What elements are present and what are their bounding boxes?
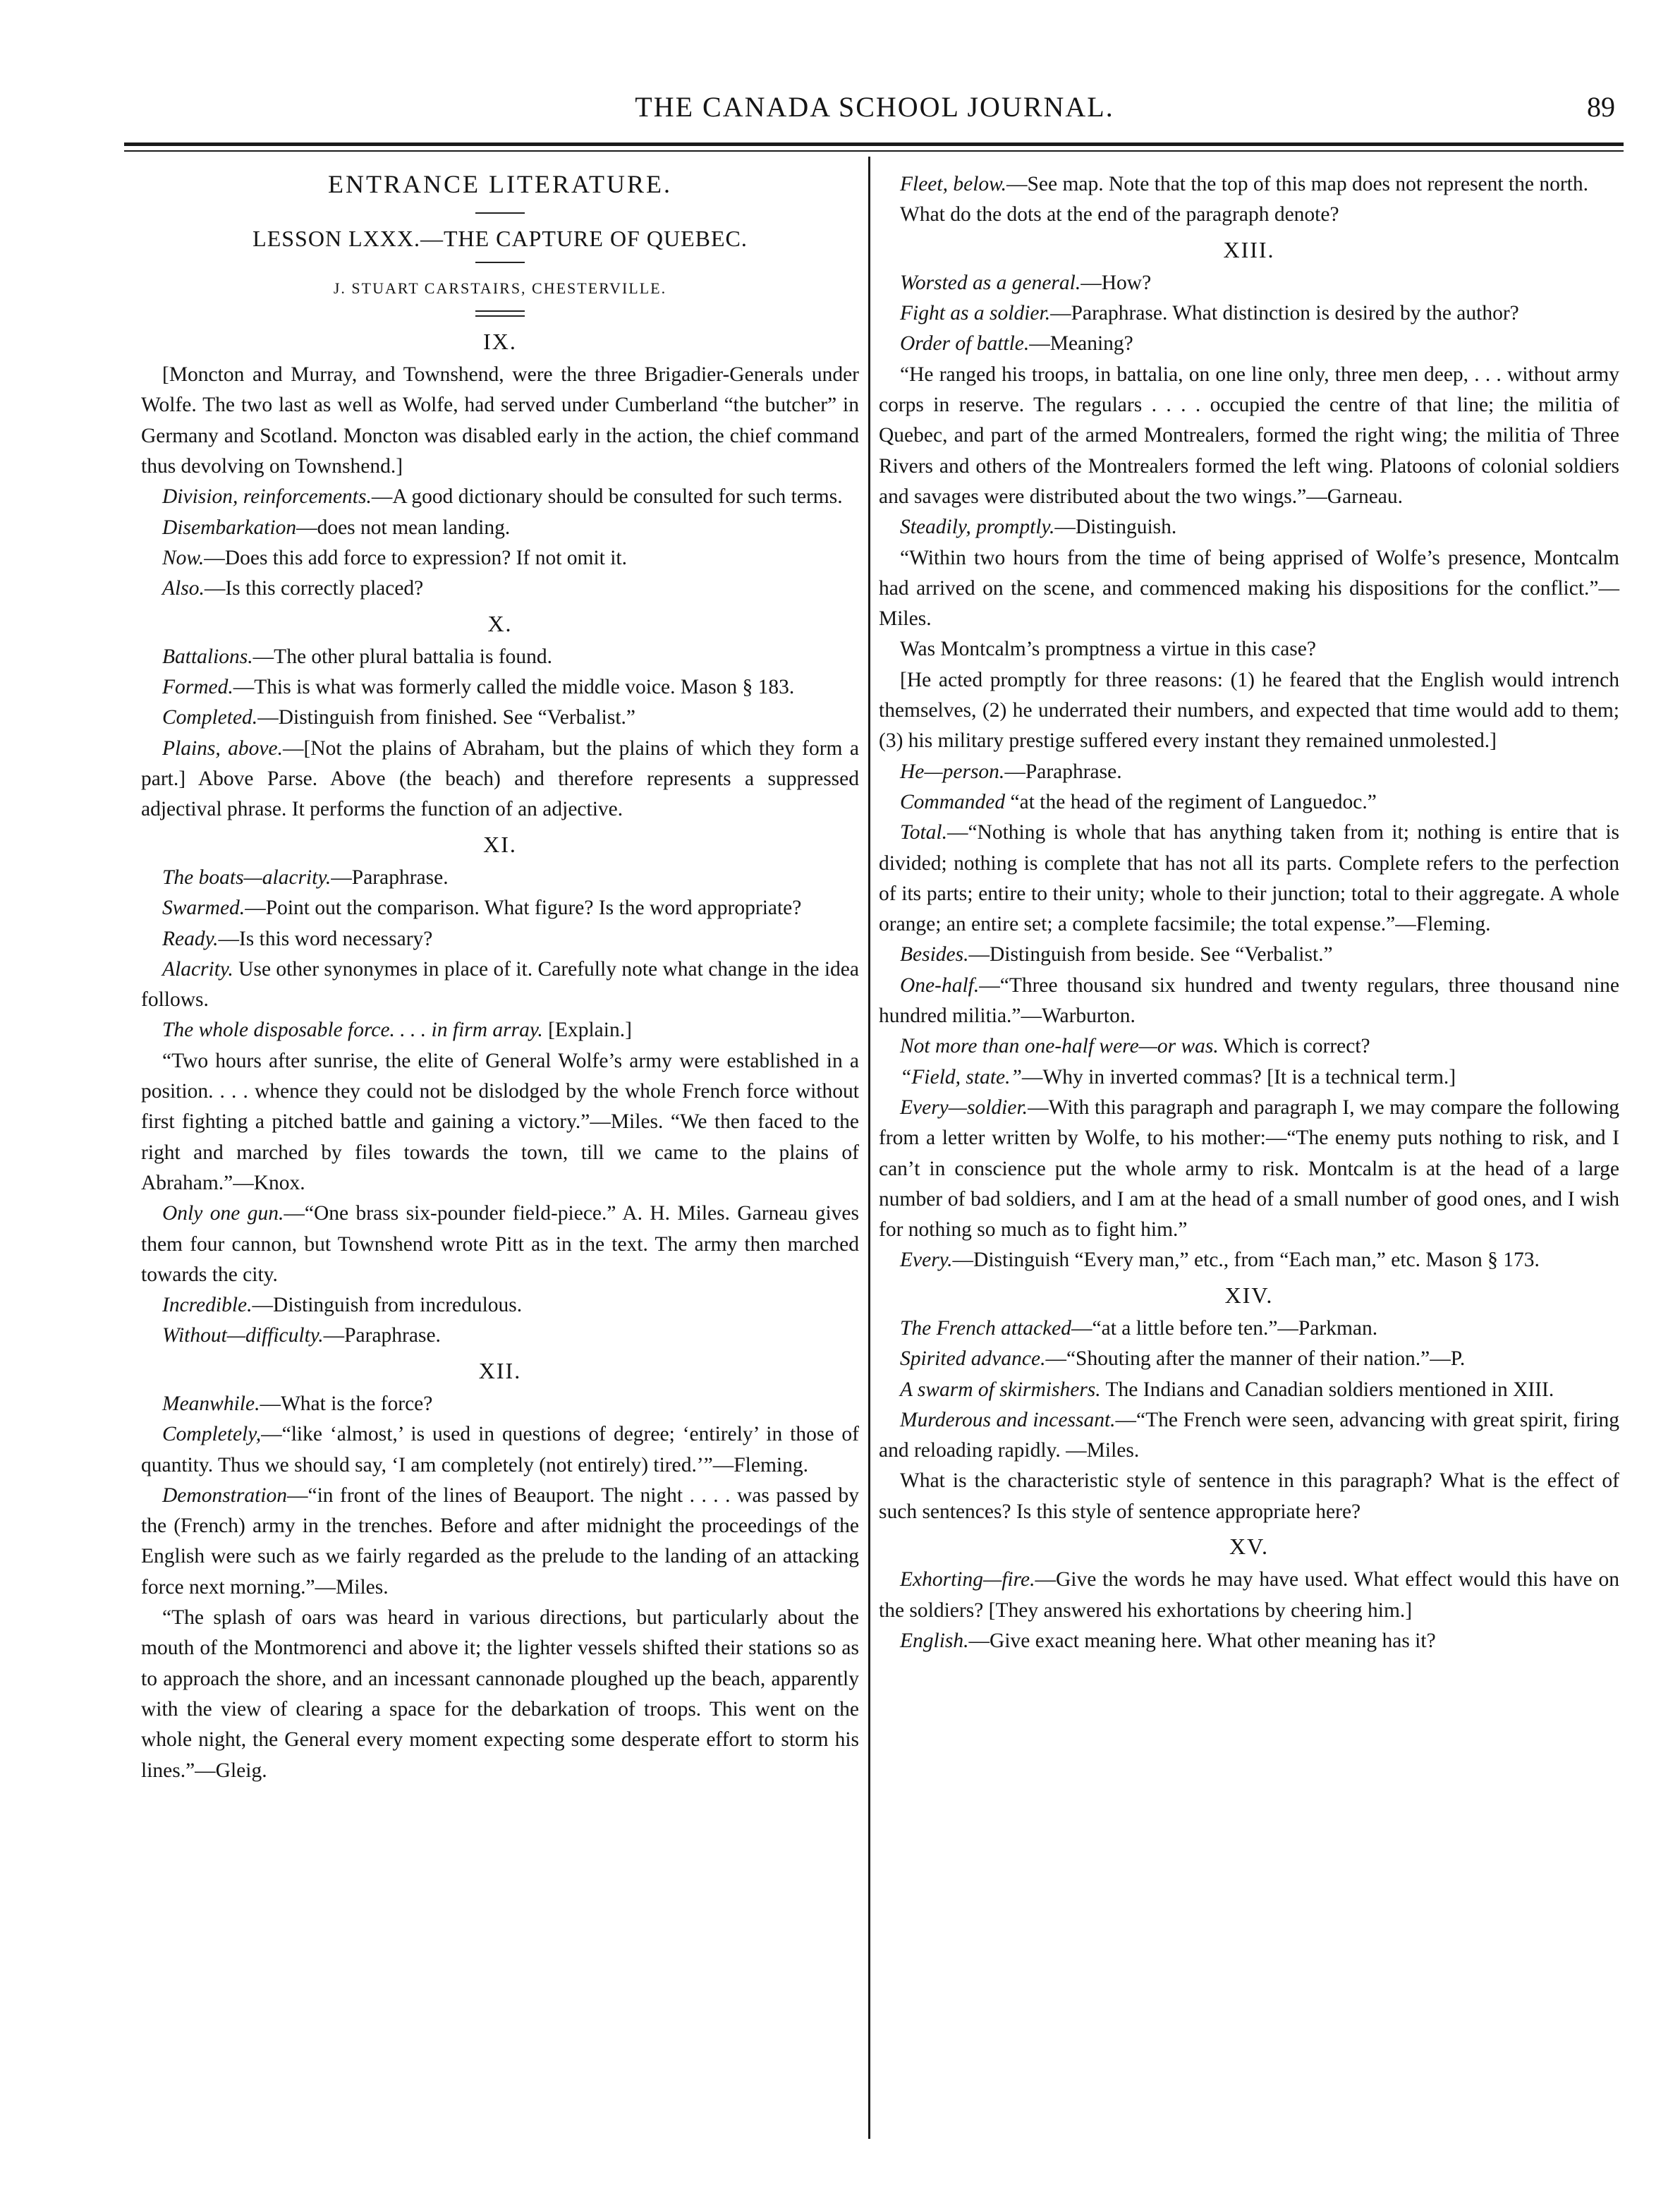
term: Every. [900,1249,953,1272]
left-sections [141,327,859,1786]
author-byline: J. STUART CARSTAIRS, CHESTERVILLE. [333,279,667,297]
paragraph-text: Which is correct? [1218,1035,1370,1058]
paragraph-text: —Give the words he may have used. What effect would this have on the soldiers? [They answered his exhortations by cheering him.] [879,1568,1619,1622]
author-rule [475,310,525,317]
paragraph [141,863,859,893]
section-numeral: XV. [1229,1534,1270,1560]
paragraph [141,543,859,574]
paragraph-text: “Within two hours from the time of being apprised of Wolfe’s presence, Montcalm had arrived on the scene, and commenced making his dispositions for the conflict.”—Miles. [879,546,1619,631]
term: Plains, above. [162,736,283,760]
paragraph-text: —Is this word necessary? [218,927,433,950]
paragraph-text: —Distinguish. [1054,516,1177,539]
paragraph [879,1375,1619,1405]
paragraph-text: The Indians and Canadian soldiers mentioned in XIII. [1100,1378,1554,1401]
paragraph-text: What do the dots at the end of the paragraph denote? [900,203,1339,226]
paragraph [141,1603,859,1786]
page-number: 89 [1587,91,1615,123]
term: Commanded [900,790,1006,813]
paragraph [141,703,859,733]
section-title: ENTRANCE LITERATURE. [328,170,672,198]
paragraph [141,360,859,482]
paragraph [879,512,1619,542]
term: Completely, [162,1423,262,1446]
paragraph-text: —[Not the plains of Abraham, but the plains of which they form a part.] Above Parse. Above (the beach) and therefore represents a suppressed adjectival phrase. It performs the function of an adjective. [141,736,859,821]
paragraph [879,634,1619,665]
paragraph-text: —Paraphrase. [331,866,449,889]
paragraph [879,543,1619,635]
term: Only one gun. [162,1202,284,1225]
term: Murderous and incessant. [900,1408,1116,1431]
paragraph-text: —“The French were seen, advancing with great spirit, firing and reloading rapidly. —Miles. [879,1408,1619,1462]
paragraph-text: “The splash of oars was heard in various directions, but particularly about the mouth of the Montmorenci and above it; the lighter vessels shifted their stations so as to approach the shore, and an incessant cannonade ploughed up the beach, apparently with the view of clearing a space for the debarkation of troops. This went on the whole night, the General every moment expecting some desperate effort to storm his lines.”—Gleig. [141,1606,859,1782]
title-rule [475,212,525,214]
journal-title: THE CANADA SCHOOL JOURNAL. [635,91,1114,123]
section-numeral: XIV. [1224,1282,1274,1308]
term: Besides. [900,943,969,966]
paragraph [141,893,859,923]
paragraph-text: —How? [1081,271,1152,294]
paragraph [879,1062,1619,1093]
paragraph-text: —The other plural battalia is found. [252,645,553,668]
paragraph-text: —“One brass six-pounder field-piece.” A. H. Miles. Garneau gives them four cannon, but Townshend wrote Pitt as in the text. The army then marched towards the city. [141,1202,860,1286]
paragraph-text: —“at a little before ten.”—Parkman. [1071,1316,1378,1340]
paragraph-text: —does not mean landing. [296,516,511,539]
term: The boats—alacrity. [162,866,331,889]
right-column [879,169,1619,1656]
paragraph-text: [Explain.] [542,1019,632,1042]
paragraph [141,672,859,703]
paragraph [879,1314,1619,1344]
term: Ready. [162,927,219,950]
paragraph [141,1321,859,1351]
paragraph-text: —A good dictionary should be consulted for such terms. [371,485,843,509]
term: Demonstration [162,1484,287,1507]
paragraph-text: —Paraphrase. [323,1324,441,1347]
term: Formed. [162,676,233,699]
paragraph [141,513,859,543]
paragraph-text: —“Shouting after the manner of their nation.”—P. [1045,1347,1466,1371]
paragraph [879,329,1619,359]
paragraph-text: —“in front of the lines of Beauport. The night . . . . was passed by the (French) army in the trenches. Before and after midnight the proceedings of the English were such as we fairly regarded as the prelude to the landing of an attacking force next morning.”—Miles. [141,1484,859,1599]
paragraph [879,169,1619,200]
header-rule-thick [124,142,1624,146]
term: Steadily, promptly. [900,516,1055,539]
paragraph [879,787,1619,818]
paragraph-text: —Distinguish from beside. See “Verbalist.” [968,943,1333,966]
paragraph [141,1015,859,1045]
term: Swarmed. [162,897,245,920]
paragraph [879,360,1619,512]
term: A swarm of skirmishers. [900,1378,1101,1401]
term: Completed. [162,706,258,729]
paragraph-text: Use other synonymes in place of it. Carefully note what change in the idea follows. [141,957,859,1012]
paragraph-text: —Meaning? [1029,332,1133,356]
paragraph-text: —Distinguish “Every man,” etc., from “Each man,” etc. Mason § 173. [952,1249,1540,1272]
paragraph-text: [He acted promptly for three reasons: (1) he feared that the English would intrench themselves, (2) he underrated their numbers, and expected that time would add to them; (3) his military prestige suffered every instant they remained unmolested.] [879,668,1619,753]
paragraph [141,1481,859,1603]
term: Spirited advance. [900,1347,1046,1371]
paragraph [879,1466,1619,1527]
paragraph [879,971,1619,1032]
term: Meanwhile. [162,1392,260,1415]
term: Disembarkation [162,516,297,539]
paragraph [879,665,1619,757]
section-numeral: X. [487,610,513,636]
term: Incredible. [162,1294,252,1317]
paragraph [141,734,859,825]
term: Not more than one-half were—or was. [900,1035,1219,1058]
paragraph [879,268,1619,298]
paragraph-text: —See map. Note that the top of this map does not represent the north. [1006,173,1589,195]
term: Also. [162,577,205,600]
paragraph-text: “at the head of the regiment of Languedoc.” [1005,790,1377,813]
paragraph-text: —Why in inverted commas? [It is a technical term.] [1021,1065,1456,1088]
paragraph [879,1093,1619,1245]
paragraph [879,1245,1619,1275]
paragraph-text: —“like ‘almost,’ is used in questions of degree; ‘entirely’ in those of quantity. Thus we should say, ‘I am completely (not entirely) tired.’”—Fleming. [141,1423,859,1476]
term: English. [900,1629,969,1652]
term: Alacrity. [162,957,233,981]
header-rule-thin [124,150,1624,152]
term: He—person. [900,760,1005,783]
term: “Field, state.” [900,1065,1022,1088]
paragraph [879,200,1619,230]
paragraph-text: Was Montcalm’s promptness a virtue in this case? [900,638,1316,661]
paragraph-text: —Give exact meaning here. What other meaning has it? [968,1629,1436,1652]
section-numeral: XI. [483,831,517,857]
term: Every—soldier. [900,1096,1028,1119]
term: Total. [900,821,947,844]
paragraph [141,1419,859,1481]
paragraph [141,574,859,604]
paragraph [879,298,1619,329]
paragraph [141,1199,859,1290]
paragraph [879,940,1619,970]
paragraph-text: “Two hours after sunrise, the elite of General Wolfe’s army were established in a position. . . . whence they could not be dislodged by the whole French force without first fighting a pitched battle and gaining a victory.”—Miles. “We then faced to the right and marched by files towards the town, till we came to the plains of Abraham.”—Knox. [141,1049,859,1194]
term: Worsted as a general. [900,271,1081,294]
paragraph-text: —Paraphrase. [1004,760,1122,783]
paragraph [879,818,1619,940]
paragraph-text: —Point out the comparison. What figure? Is the word appropriate? [245,897,802,920]
term: Exhorting—fire. [900,1568,1035,1591]
term: Division, reinforcements. [162,485,372,509]
page-header [127,90,1622,140]
section-numeral: XIII. [1223,236,1275,262]
term: One-half. [900,973,980,997]
paragraph [879,1565,1619,1626]
left-column [141,169,859,1786]
paragraph [879,1344,1619,1374]
paragraph [141,1290,859,1321]
paragraph [879,1031,1619,1062]
paragraph-text: —This is what was formerly called the middle voice. Mason § 183. [233,676,795,699]
term: Without—difficulty. [162,1324,324,1347]
paragraph [141,1389,859,1419]
section-numeral: IX. [483,328,517,354]
paragraph-text: —With this paragraph and paragraph I, we may compare the following from a letter written by Wolfe, to his mother:—“The enemy puts nothing to risk, and I can’t in conscience put the whole army to risk. Montcalm is at the head of a large number of bad soldiers, and I am at the head of a small number of good ones, and I wish for nothing so much as to fight him.” [879,1096,1619,1242]
lesson-title: LESSON LXXX.—THE CAPTURE OF QUEBEC. [252,226,748,252]
paragraph-text: —Distinguish from finished. See “Verbalist.” [257,706,636,729]
paragraph [879,1626,1619,1656]
paragraph [141,954,859,1016]
paragraph [141,1046,859,1199]
paragraph-text: What is the characteristic style of sentence in this paragraph? What is the effect of such sentences? Is this style of sentence appropriate here? [879,1469,1619,1523]
paragraph [141,924,859,954]
term: Fleet, below. [900,173,1007,195]
paragraph [879,757,1619,787]
right-sections [879,235,1619,1657]
lesson-rule [475,262,525,263]
paragraph-text: —“Three thousand six hundred and twenty regulars, three thousand nine hundred militia.”—Warburton. [879,973,1619,1028]
term: Battalions. [162,645,253,668]
paragraph [141,642,859,672]
paragraph-text: —Is this correctly placed? [204,577,424,600]
paragraph [879,1405,1619,1467]
term: Fight as a soldier. [900,302,1051,325]
paragraph-text: —“Nothing is whole that has anything taken from it; nothing is entire that is divided; nothing is complete that has not all its parts. Complete refers to the perfection of its parts; entire to their unity; whole to their junction; total to their aggregate. A whole orange; an entire set; a complete facsimile; the total expense.”—Fleming. [879,821,1619,936]
term: Now. [162,546,205,569]
paragraph-text: —What is the force? [260,1392,433,1415]
column-divider [868,157,870,2139]
paragraph-text: [Moncton and Murray, and Townshend, were the three Brigadier-Generals under Wolfe. The two last as well as Wolfe, had served under Cumberland “the butcher” in Germany and Scotland. Moncton was disabled early in the action, the chief command thus devolving on Townshend.] [141,363,859,478]
paragraph-text: “He ranged his troops, in battalia, on one line only, three men deep, . . . without army corps in reserve. The regulars . . . . occupied the centre of that line; the militia of Quebec, and part of the armed Montrealers, formed the right wing; the militia of Three Rivers and others of the Montrealers formed the left wing. Platoons of colonial soldiers and savages were distributed about the two wings.”—Garneau. [879,363,1619,508]
paragraph [141,482,859,512]
paragraph-text: —Distinguish from incredulous. [252,1294,523,1317]
term: Order of battle. [900,332,1030,356]
section-numeral: XII. [478,1357,522,1383]
paragraph-text: —Paraphrase. What distinction is desired by the author? [1050,302,1519,325]
right-lead-paragraphs [879,169,1619,231]
term: The whole disposable force. . . . in firm array. [162,1019,543,1042]
paragraph-text: —Does this add force to expression? If not omit it. [204,546,628,569]
term: The French attacked [900,1316,1072,1340]
